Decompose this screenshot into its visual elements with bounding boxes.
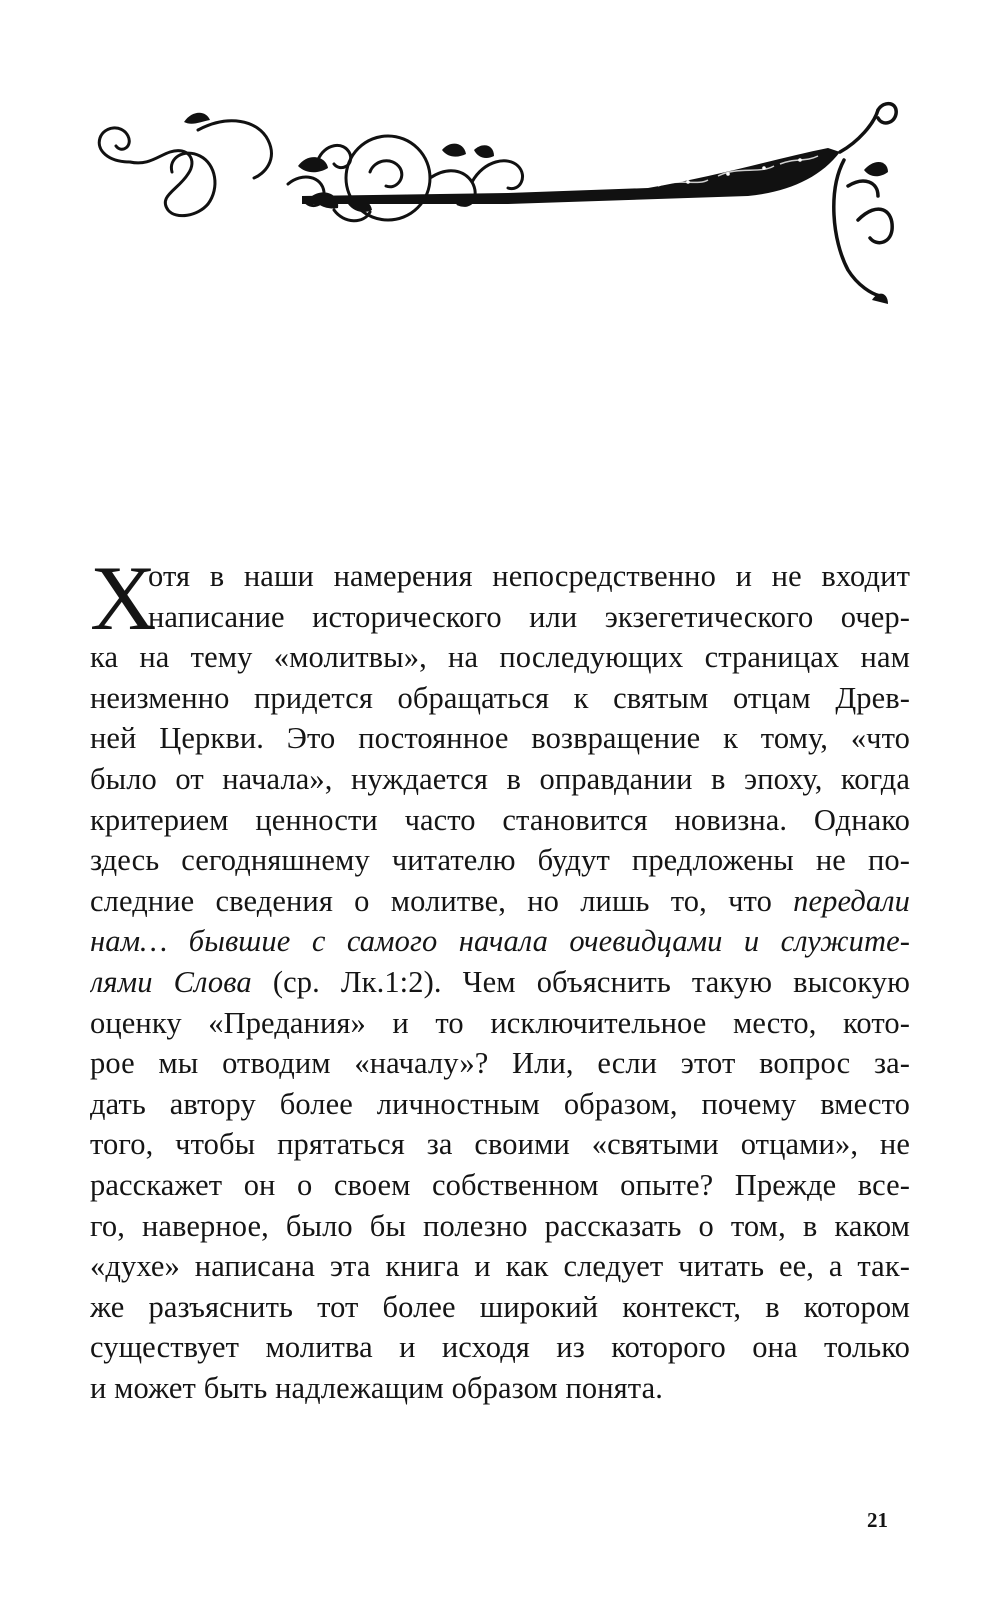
text-line: того, чтобы прятаться за своими «святыми отцами», не — [90, 1127, 910, 1162]
text-segment: следние сведения о молитве, но лишь то, что — [90, 883, 772, 918]
text-line: написание исторического или экзегетического очер- — [148, 599, 910, 634]
text-line — [90, 921, 910, 962]
italic-quote: нам… бывшие с самого начала очевидцами и служите- — [90, 924, 910, 959]
page-number: 21 — [867, 1508, 888, 1532]
text-line: расскажет он о своем собственном опыте? Прежде все- — [90, 1167, 910, 1202]
text-line: дать автору более личностным образом, почему вместо — [90, 1086, 910, 1121]
text-line: го, наверное, было бы полезно рассказать о том, в каком — [90, 1208, 910, 1243]
text-line: и может быть надлежащим образом понята. — [90, 1370, 663, 1405]
text-line — [90, 881, 910, 922]
text-line: же разъяснить тот более широкий контекст, в котором — [90, 1289, 910, 1324]
text-line: неизменно придется обращаться к святым отцам Древ- — [90, 680, 910, 715]
text-line: ка на тему «молитвы», на последующих страницах нам — [90, 640, 910, 675]
decorative-scroll-headpiece-icon — [88, 100, 918, 310]
text-line: ней Церкви. Это постоянное возвращение к тому, «что — [90, 721, 910, 756]
italic-quote: передали — [793, 883, 910, 918]
text-line: критерием ценности часто становится новизна. Однако — [90, 802, 910, 837]
italic-quote — [90, 965, 252, 999]
italic-segment: ями Слова — [103, 964, 252, 999]
text-segment: (ср. Лк.1:2). Чем объяснить такую высокую — [272, 964, 910, 999]
text-line: «духе» написана эта книга и как следует читать ее, а так- — [90, 1249, 910, 1284]
text-line: было от начала», нуждается в оправдании в эпоху, когда — [90, 761, 910, 796]
text-line: рое мы отводим «началу»? Или, если этот вопрос за- — [90, 1046, 910, 1081]
text-line: отя в наши намерения непосредственно и не входит — [148, 559, 910, 593]
text-line: здесь сегодняшнему читателю будут предложены не по- — [90, 843, 910, 878]
text-line: оценку «Предания» и то исключительное место, кото- — [90, 1005, 910, 1040]
body-paragraph — [90, 547, 910, 1408]
drop-cap: Х — [90, 547, 157, 649]
text-line: существует молитва и исходя из которого она только — [90, 1330, 910, 1365]
text-line — [90, 962, 910, 1003]
italic-prefix: л — [90, 964, 104, 999]
